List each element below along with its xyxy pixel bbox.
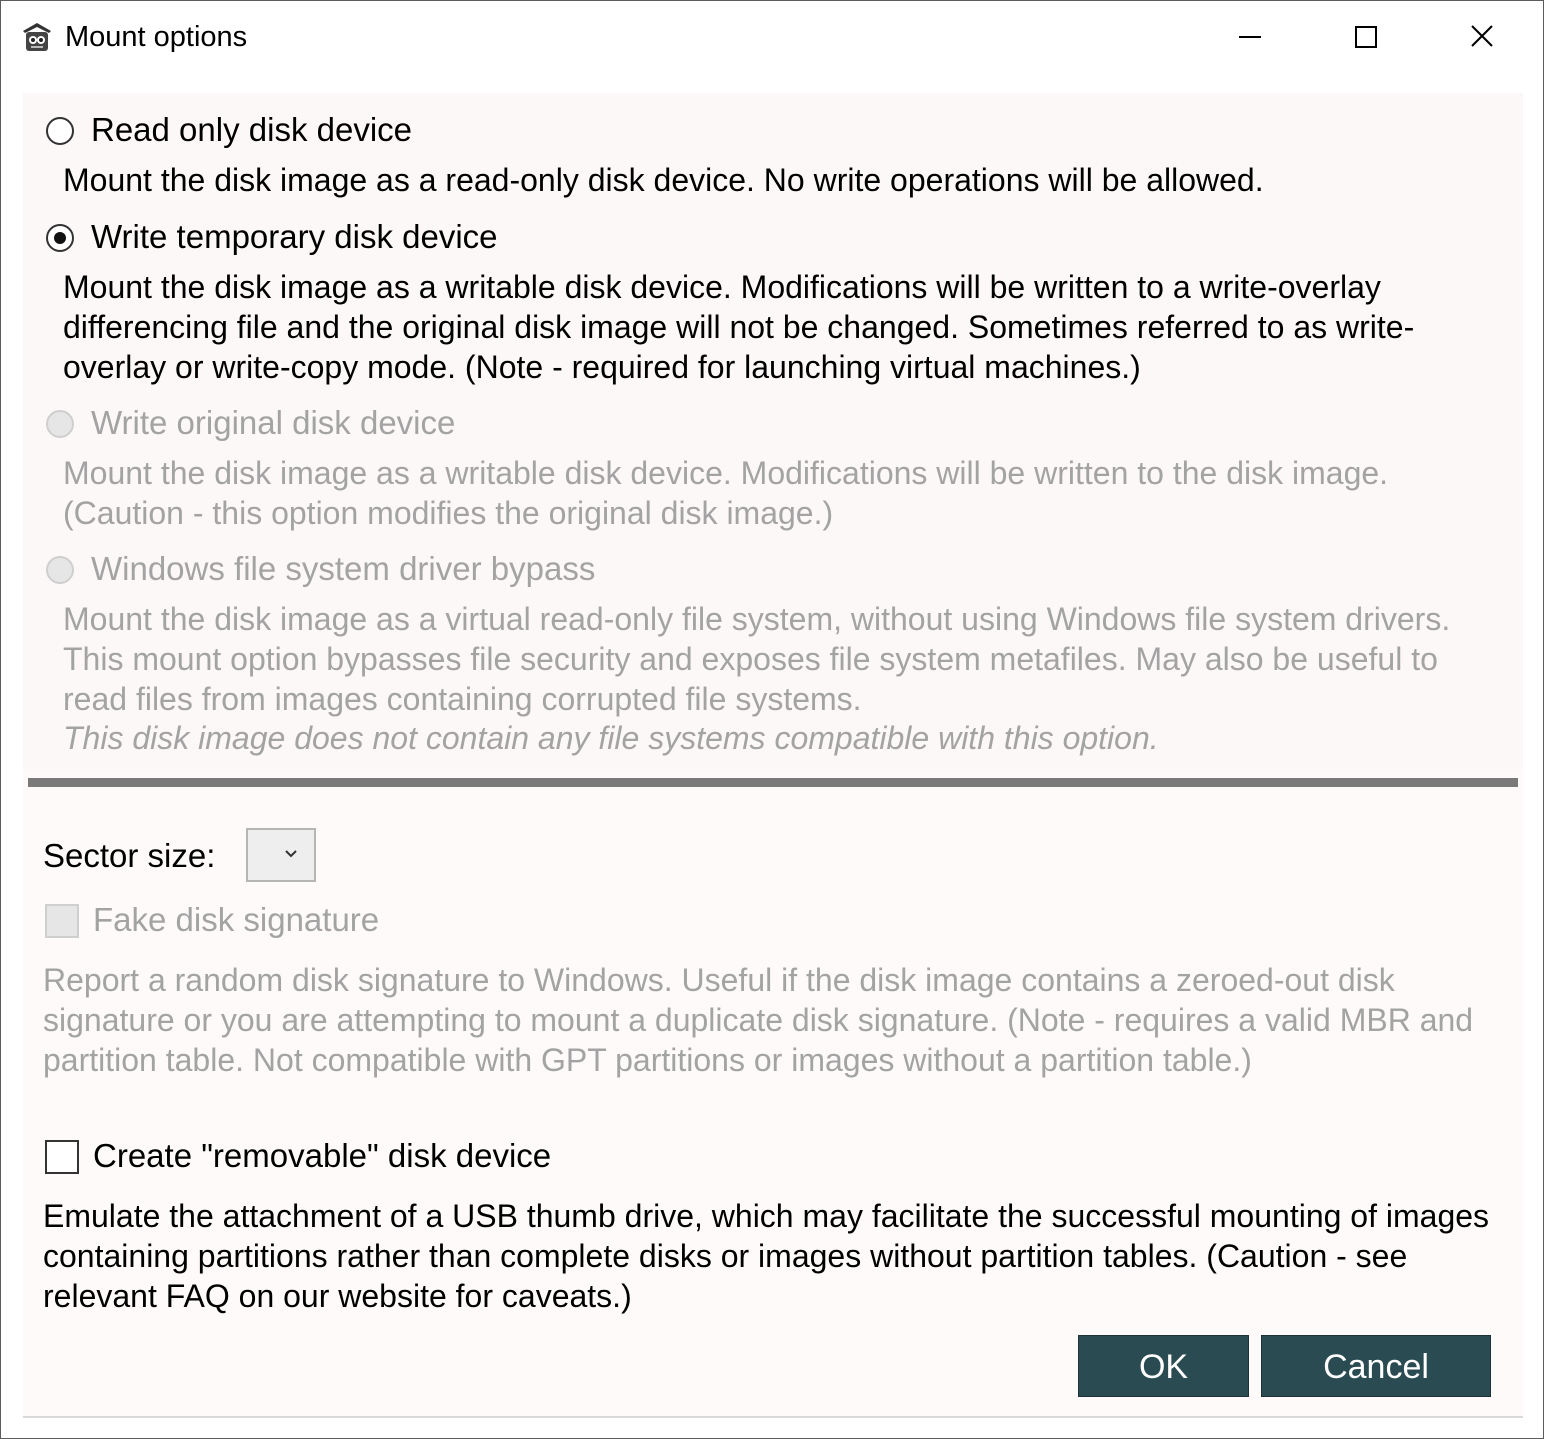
driver-bypass-label: Windows file system driver bypass xyxy=(91,550,596,587)
sector-size-select[interactable] xyxy=(246,828,316,882)
maximize-button[interactable] xyxy=(1309,1,1425,73)
fake-signature-label: Fake disk signature xyxy=(93,901,380,938)
title-bar xyxy=(1,1,1543,77)
write-temporary-radio[interactable] xyxy=(46,224,74,252)
maximize-icon xyxy=(1353,23,1381,51)
driver-bypass-radio xyxy=(46,556,74,584)
section-separator xyxy=(28,778,1518,787)
write-original-description: Mount the disk image as a writable disk device. Modifications will be written to the disk image. (Caution - this option modifies the original disk image.) xyxy=(63,455,1389,531)
fake-signature-description: Report a random disk signature to Windows. Useful if the disk image contains a zeroed-out disk signature or you are attempting to mount a duplicate disk signature. (Note - requires a valid MBR and partition table. Not compatible with GPT partitions or images without a partition table.) xyxy=(43,962,1474,1078)
window-title: Mount options xyxy=(65,21,248,53)
driver-bypass-description: Mount the disk image as a virtual read-only file system, without using Windows file system drivers. This mount option bypasses file security and exposes file system metafiles. May also be useful to read files from images containing corrupted file systems. xyxy=(63,601,1451,717)
bottom-divider xyxy=(23,1416,1523,1418)
minimize-icon xyxy=(1237,23,1265,51)
removable-description: Emulate the attachment of a USB thumb drive, which may facilitate the successful mounting of images containing partitions rather than complete disks or images without partition tables. (Caution - see relevant FAQ on our website for caveats.) xyxy=(43,1198,1490,1314)
close-icon xyxy=(1469,23,1497,51)
write-original-radio xyxy=(46,410,74,438)
read-only-label[interactable]: Read only disk device xyxy=(91,111,413,148)
ok-button[interactable]: OK xyxy=(1078,1335,1249,1397)
read-only-description: Mount the disk image as a read-only disk device. No write operations will be allowed. xyxy=(63,162,1264,198)
close-button[interactable] xyxy=(1425,1,1541,73)
app-logo-icon xyxy=(19,19,55,55)
fake-signature-checkbox xyxy=(45,904,79,938)
minimize-button[interactable] xyxy=(1193,1,1309,73)
write-temporary-description: Mount the disk image as a writable disk device. Modifications will be written to a write-overlay differencing file and the original disk image will not be changed. Sometimes referred to as write-overlay or write-copy mode. (Note - required for launching virtual machines.) xyxy=(63,269,1415,385)
cancel-button[interactable]: Cancel xyxy=(1261,1335,1491,1397)
read-only-radio[interactable] xyxy=(46,117,74,145)
write-original-label: Write original disk device xyxy=(91,404,456,441)
write-temporary-label[interactable]: Write temporary disk device xyxy=(91,218,498,255)
removable-label[interactable]: Create "removable" disk device xyxy=(93,1137,552,1174)
driver-bypass-note: This disk image does not contain any file systems compatible with this option. xyxy=(63,720,1159,756)
sector-size-label: Sector size: xyxy=(43,837,216,874)
chevron-down-icon xyxy=(284,849,298,859)
removable-checkbox[interactable] xyxy=(45,1140,79,1174)
